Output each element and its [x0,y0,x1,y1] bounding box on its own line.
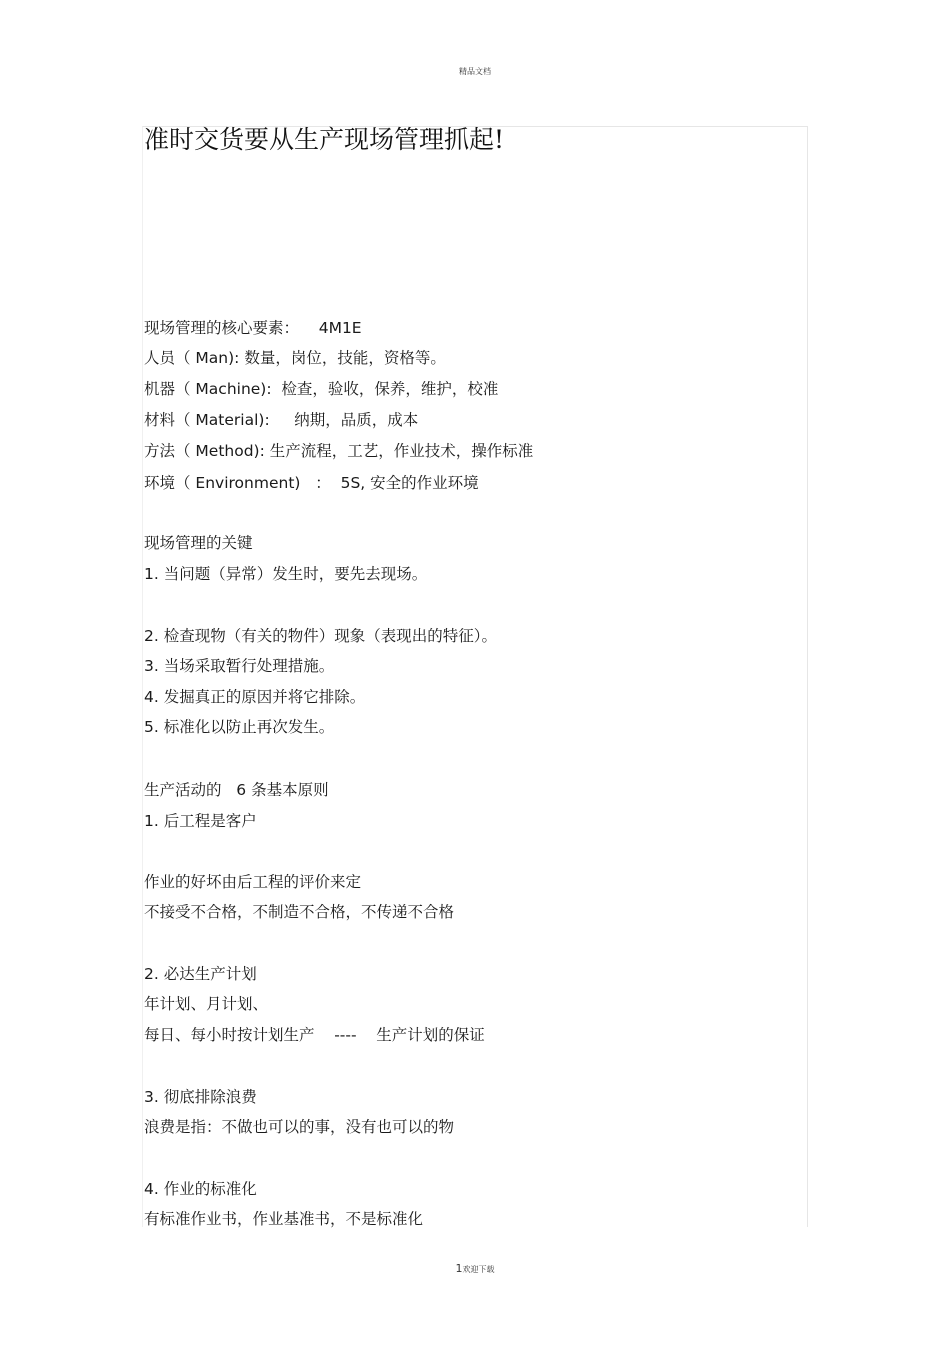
text-line: 方法（ Method): 生产流程，工艺，作业技术，操作标准 [144,442,534,460]
text-line: 1. 当问题（异常）发生时，要先去现场。 [144,565,428,583]
text-line: 3. 彻底排除浪费 [144,1088,257,1106]
text-line: 人员（ Man): 数量，岗位，技能，资格等。 [144,349,446,367]
text-line: 有标准作业书，作业基准书，不是标准化 [144,1210,424,1228]
footer-text: 欢迎下载 [462,1265,495,1274]
text-line: 材料（ Material): 纳期，品质，成本 [144,411,419,429]
text-line: 现场管理的核心要素： 4M1E [144,319,362,337]
document-title: 准时交货要从生产现场管理抓起! [144,125,505,154]
text-line: 4. 发掘真正的原因并将它排除。 [144,688,366,706]
section-heading: 现场管理的关键 [144,534,253,552]
section-heading: 生产活动的 6 条基本原则 [144,781,329,799]
text-line: 2. 检查现物（有关的物件）现象（表现出的特征）。 [144,627,497,645]
text-line: 浪费是指：不做也可以的事，没有也可以的物 [144,1118,455,1136]
text-line: 4. 作业的标准化 [144,1180,257,1198]
text-line: 年计划、月计划、 [144,995,269,1013]
page-number: 1 [455,1262,463,1275]
text-line: 5. 标准化以防止再次发生。 [144,718,335,736]
text-line: 2. 必达生产计划 [144,965,257,983]
footer [0,1262,950,1275]
text-line: 3. 当场采取暂行处理措施。 [144,657,335,675]
text-line: 1. 后工程是客户 [144,812,257,830]
text-line: 不接受不合格，不制造不合格，不传递不合格 [144,903,455,921]
text-line: 机器（ Machine): 检查，验收，保养，维护，校准 [144,380,499,398]
text-line: 环境（ Environment) ： 5S, 安全的作业环境 [144,474,479,492]
header-watermark: 精品文档 [459,67,491,76]
text-line: 作业的好坏由后工程的评价来定 [144,873,362,891]
text-line: 每日、每小时按计划生产 ---- 生产计划的保证 [144,1026,485,1044]
